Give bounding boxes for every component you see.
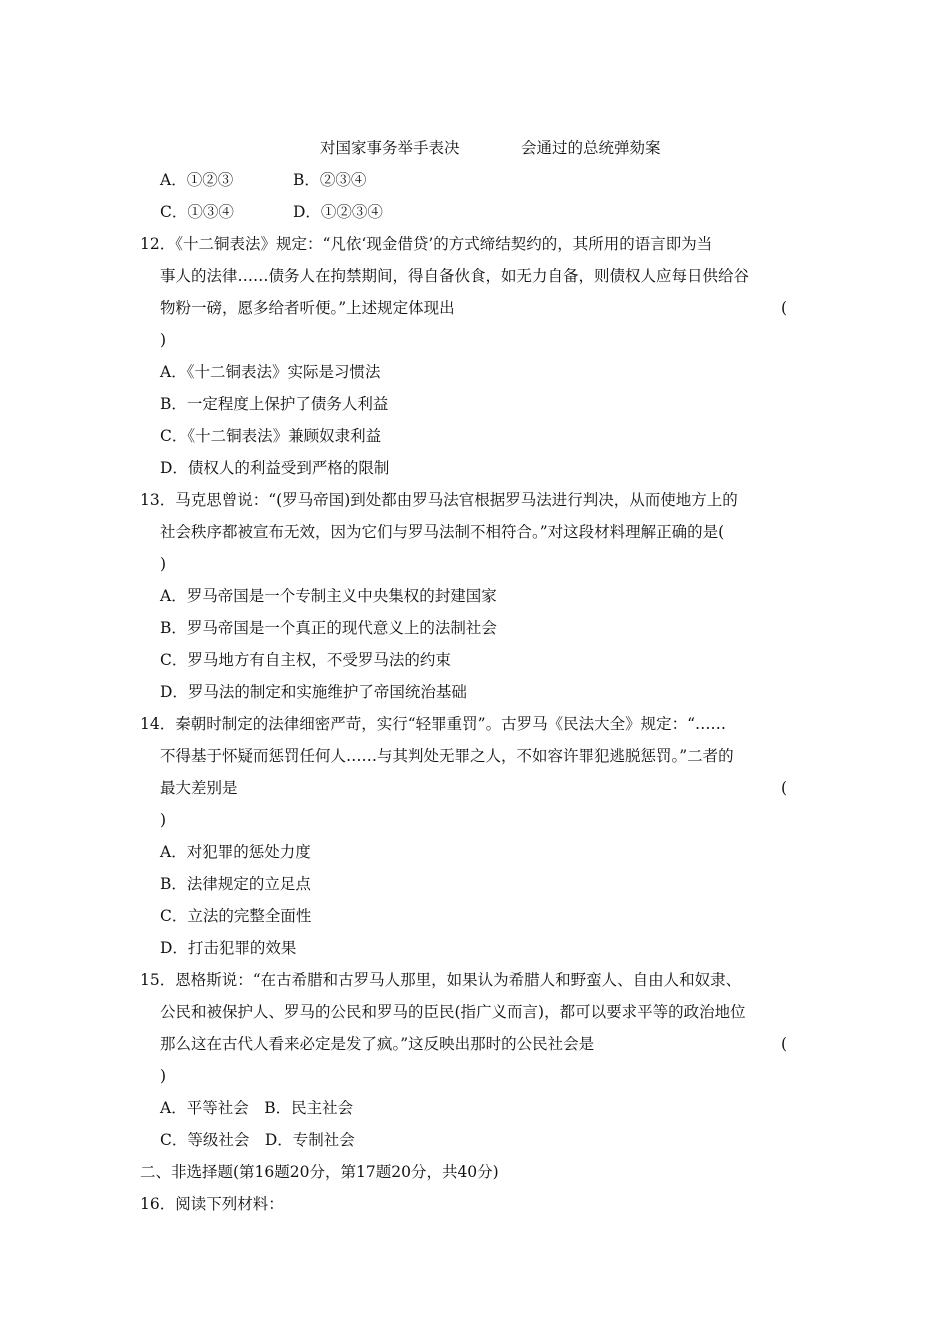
q15-options-row2: C．等级社会 D．专制社会 (160, 1131, 355, 1149)
q14-answer-paren-close: ) (160, 811, 167, 829)
q16-intro: 16．阅读下列材料： (140, 1195, 284, 1213)
q12-option-d: D．债权人的利益受到严格的限制 (160, 459, 390, 477)
q12-line1: 12．《十二铜表法》规定：“凡依‘现金借贷’的方式缔结契约的，其所用的语言即为当 (140, 235, 713, 253)
q14-option-d: D．打击犯罪的效果 (160, 939, 297, 957)
q15-line1: 15．恩格斯说：“在古希腊和古罗马人那里，如果认为希腊人和野蛮人、自由人和奴隶、 (140, 971, 742, 989)
top-fragment-left: 对国家事务举手表决 (320, 139, 460, 157)
q11-option-b: B．②③④ (293, 171, 367, 189)
q11-option-c: C．①③④ (160, 203, 234, 221)
q12-option-a: A．《十二铜表法》实际是习惯法 (160, 363, 381, 381)
q12-answer-paren-open: ( (781, 299, 788, 317)
q12-answer-paren-close: ) (160, 331, 167, 349)
q13-line1: 13．马克思曾说：“(罗马帝国)到处都由罗马法官根据罗马法进行判决，从而使地方上的 (140, 491, 738, 509)
q15-line2: 公民和被保护人、罗马的公民和罗马的臣民(指广义而言)，都可以要求平等的政治地位 (160, 1003, 746, 1021)
q14-line2: 不得基于怀疑而惩罚任何人……与其判处无罪之人，不如容许罪犯逃脱惩罚。”二者的 (160, 747, 734, 765)
q11-options-row1 (160, 170, 660, 190)
q13-option-c: C．罗马地方有自主权，不受罗马法的约束 (160, 651, 451, 669)
q14-option-b: B．法律规定的立足点 (160, 875, 311, 893)
q13-option-b: B．罗马帝国是一个真正的现代意义上的法制社会 (160, 619, 497, 637)
q15-line3: 那么这在古代人看来必定是发了疯。”这反映出那时的公民社会是 (160, 1035, 595, 1053)
q12-option-c: C．《十二铜表法》兼顾奴隶利益 (160, 427, 382, 445)
q11-option-a: A．①②③ (160, 171, 234, 189)
q14-option-a: A．对犯罪的惩处力度 (160, 843, 311, 861)
q13-option-a: A．罗马帝国是一个专制主义中央集权的封建国家 (160, 587, 497, 605)
q14-line1: 14．秦朝时制定的法律细密严苛，实行“轻罪重罚”。古罗马《民法大全》规定：“…… (140, 715, 726, 733)
q11-option-d: D．①②③④ (293, 203, 383, 221)
q13-line2: 社会秩序都被宣布无效，因为它们与罗马法制不相符合。”对这段材料理解正确的是( (160, 523, 725, 541)
q14-option-c: C．立法的完整全面性 (160, 907, 312, 925)
q12-line2: 事人的法律……债务人在拘禁期间，得自备伙食，如无力自备，则债权人应每日供给谷 (160, 267, 750, 285)
q12-line3: 物粉一磅，愿多给者听便。”上述规定体现出 (160, 299, 455, 317)
q13-answer-paren-close: ) (160, 555, 167, 573)
q15-answer-paren-close: ) (160, 1067, 167, 1085)
section2-heading: 二、非选择题(第16题20分，第17题20分，共40分) (140, 1163, 499, 1181)
q14-line3: 最大差别是 (160, 779, 238, 797)
q11-options-row2 (160, 202, 660, 222)
top-fragment-right: 会通过的总统弹劾案 (521, 139, 661, 157)
q15-options-row1: A．平等社会 B．民主社会 (160, 1099, 354, 1117)
q15-answer-paren-open: ( (781, 1035, 788, 1053)
q13-option-d: D．罗马法的制定和实施维护了帝国统治基础 (160, 683, 467, 701)
q14-answer-paren-open: ( (781, 779, 788, 797)
q12-option-b: B．一定程度上保护了债务人利益 (160, 395, 389, 413)
